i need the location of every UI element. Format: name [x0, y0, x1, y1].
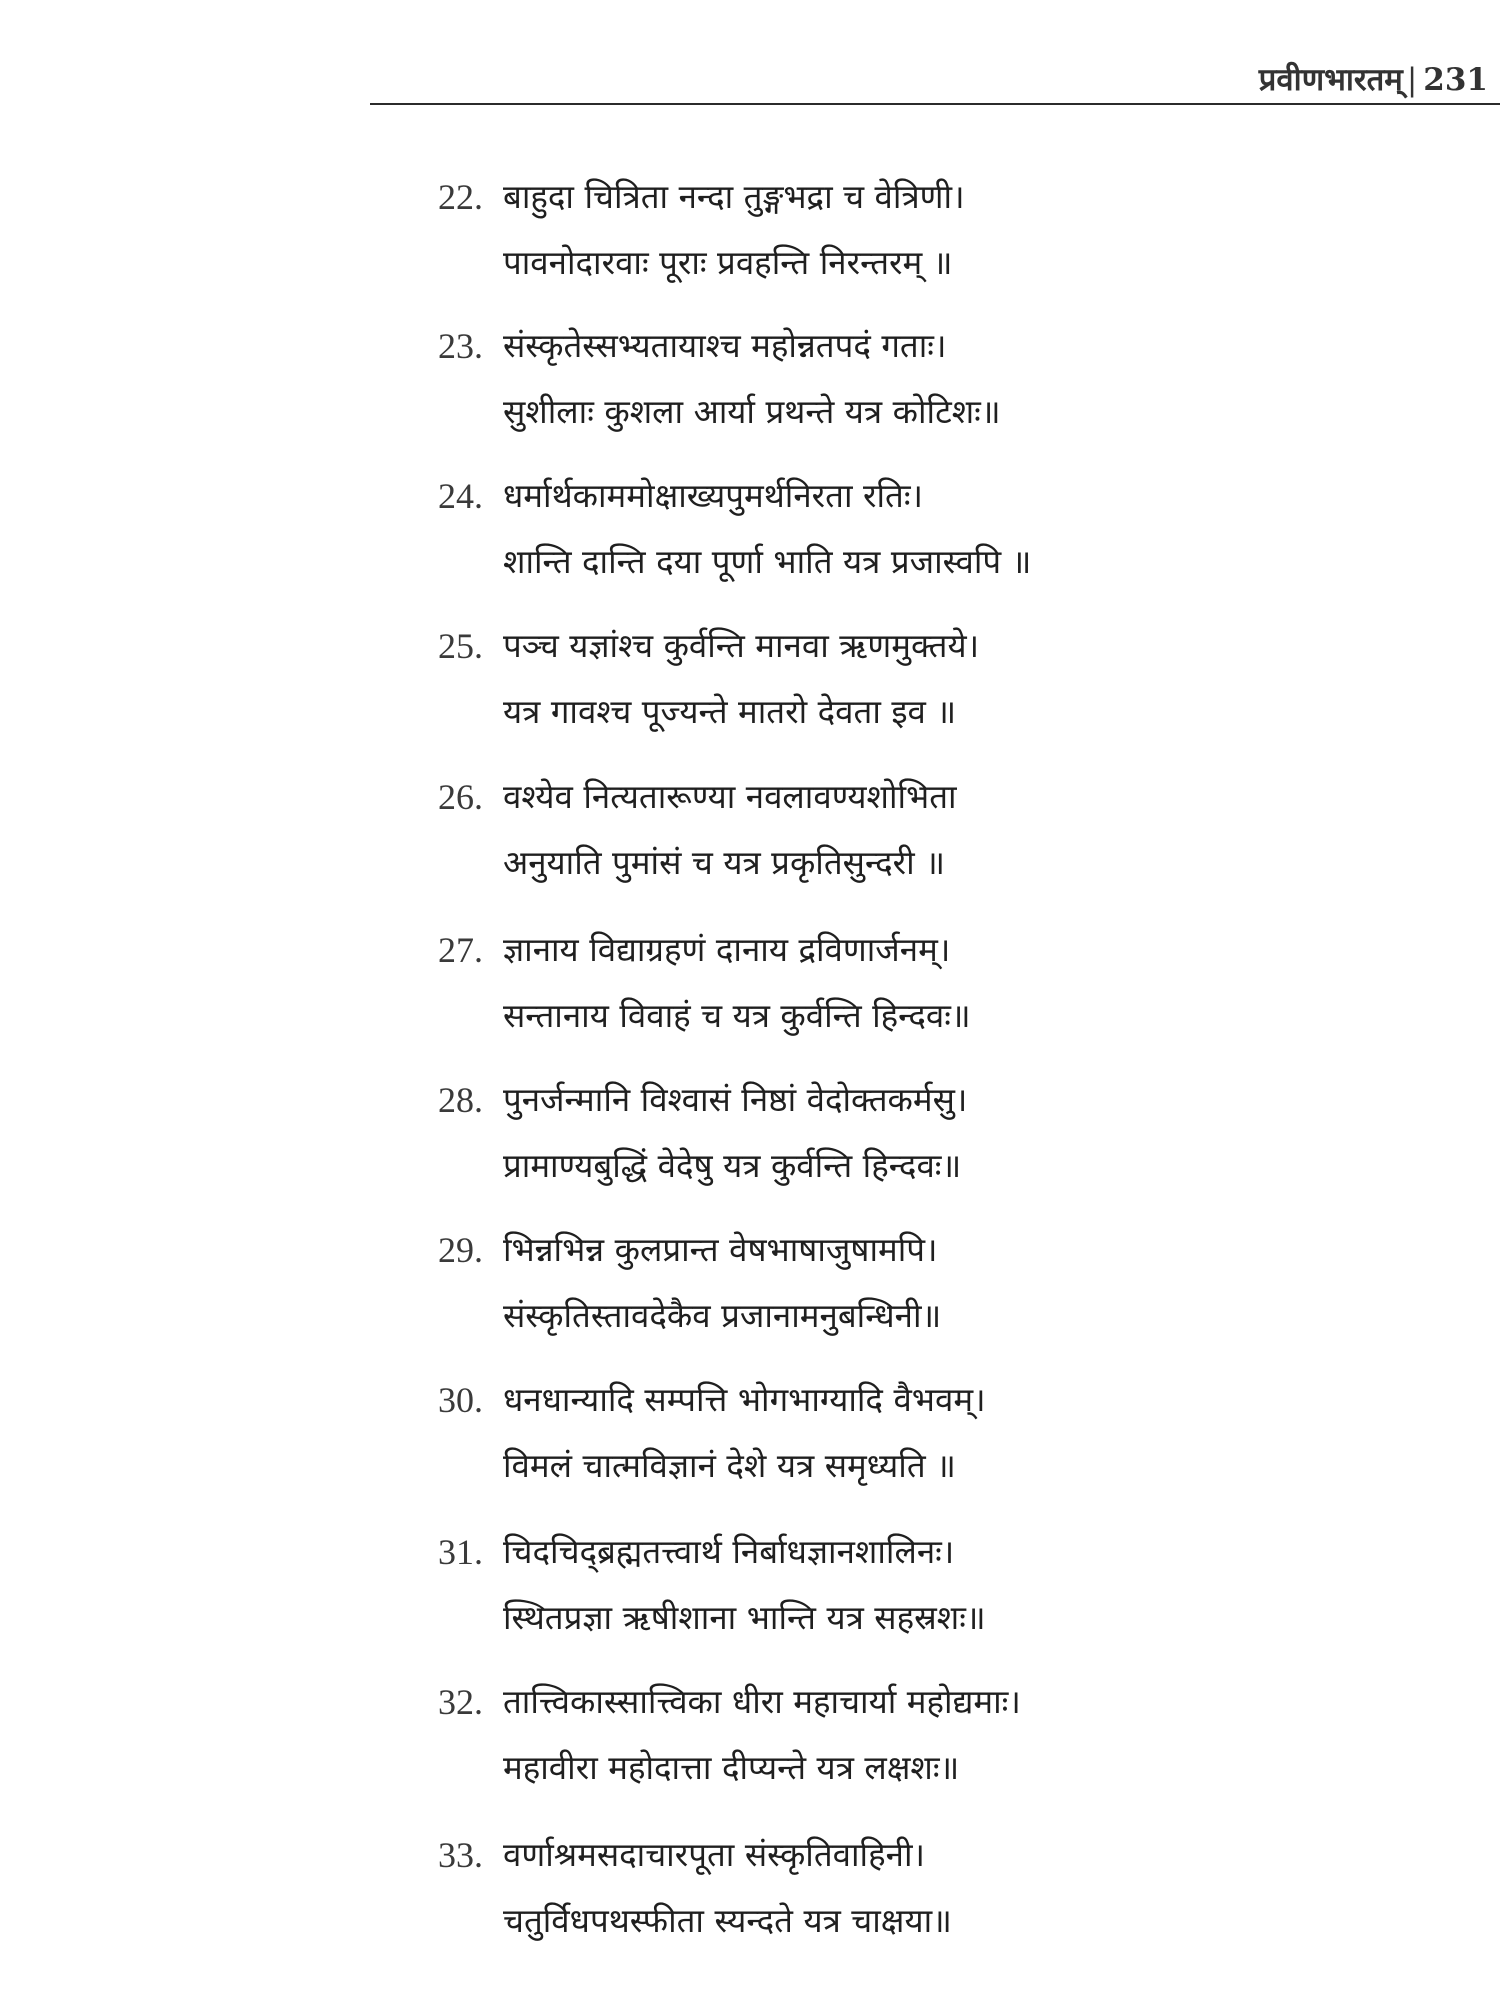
verse-line-2: शान्ति दान्ति दया पूर्णा भाति यत्र प्रजास्वपि ॥: [503, 542, 1032, 581]
verse-line-1: पञ्च यज्ञांश्च कुर्वन्ति मानवा ऋणमुक्तये।: [503, 626, 980, 665]
verse-number: 28.: [438, 1080, 483, 1120]
verse-number: 32.: [438, 1682, 483, 1722]
verse-line-2: महावीरा महोदात्ता दीप्यन्ते यत्र लक्षशः॥: [503, 1748, 960, 1787]
verse-line-1: धनधान्यादि सम्पत्ति भोगभाग्यादि वैभवम्।: [503, 1380, 986, 1419]
verse-line-2: विमलं चात्मविज्ञानं देशे यत्र समृध्यति ॥: [503, 1446, 956, 1485]
verse-number: 29.: [438, 1230, 483, 1270]
page-number: 231: [1423, 62, 1488, 98]
verse-line-1: तात्त्विकास्सात्त्विका धीरा महाचार्या महोद्यमाः।: [503, 1682, 1021, 1721]
verse-line-2: सन्तानाय विवाहं च यत्र कुर्वन्ति हिन्दवः॥: [503, 996, 971, 1035]
verse-line-2: स्थितप्रज्ञा ऋषीशाना भान्ति यत्र सहस्रशः॥: [503, 1598, 986, 1637]
verse-line-2: संस्कृतिस्तावदेकैव प्रजानामनुबन्धिनी॥: [503, 1296, 942, 1335]
verse-line-2: चतुर्विधपथस्फीता स्यन्दते यत्र चाक्षया॥: [503, 1901, 952, 1940]
verse-line-2: प्रामाण्यबुद्धिं वेदेषु यत्र कुर्वन्ति हिन्दवः॥: [503, 1146, 962, 1185]
verse-line-1: संस्कृतेस्सभ्यतायाश्च महोन्नतपदं गताः।: [503, 326, 947, 365]
verse-line-1: भिन्नभिन्न कुलप्रान्त वेषभाषाजुषामपि।: [503, 1230, 938, 1269]
verse-line-1: बाहुदा चित्रिता नन्दा तुङ्गभद्रा च वेत्रिणी।: [503, 177, 965, 216]
verse-number: 27.: [438, 930, 483, 970]
book-title: प्रवीणभारतम्: [1258, 62, 1403, 98]
verse-line-1: पुनर्जन्मानि विश्वासं निष्ठां वेदोक्तकर्मसु।: [503, 1080, 968, 1119]
verse-number: 22.: [438, 177, 483, 217]
verse-number: 25.: [438, 626, 483, 666]
verse-line-2: अनुयाति पुमांसं च यत्र प्रकृतिसुन्दरी ॥: [503, 843, 945, 882]
verse-number: 30.: [438, 1380, 483, 1420]
verse-number: 23.: [438, 326, 483, 366]
verse-line-1: धर्मार्थकाममोक्षाख्यपुमर्थनिरता रतिः।: [503, 476, 924, 515]
verse-line-2: यत्र गावश्च पूज्यन्ते मातरो देवता इव ॥: [503, 692, 957, 731]
verse-line-1: वश्येव नित्यतारूण्या नवलावण्यशोभिता: [503, 777, 957, 816]
verse-line-1: वर्णाश्रमसदाचारपूता संस्कृतिवाहिनी।: [503, 1835, 925, 1874]
verse-number: 26.: [438, 777, 483, 817]
verse-number: 24.: [438, 476, 483, 516]
verse-line-1: ज्ञानाय विद्याग्रहणं दानाय द्रविणार्जनम्।: [503, 930, 951, 969]
header-separator: |: [1406, 62, 1418, 98]
verse-number: 33.: [438, 1835, 483, 1875]
verse-line-2: पावनोदारवाः पूराः प्रवहन्ति निरन्तरम् ॥: [503, 243, 953, 282]
verse-line-1: चिदचिद्ब्रह्मतत्त्वार्थ निर्बाधज्ञानशालिनः।: [503, 1532, 955, 1571]
verse-line-2: सुशीलाः कुशला आर्या प्रथन्ते यत्र कोटिशः॥: [503, 392, 1001, 431]
verse-number: 31.: [438, 1532, 483, 1572]
